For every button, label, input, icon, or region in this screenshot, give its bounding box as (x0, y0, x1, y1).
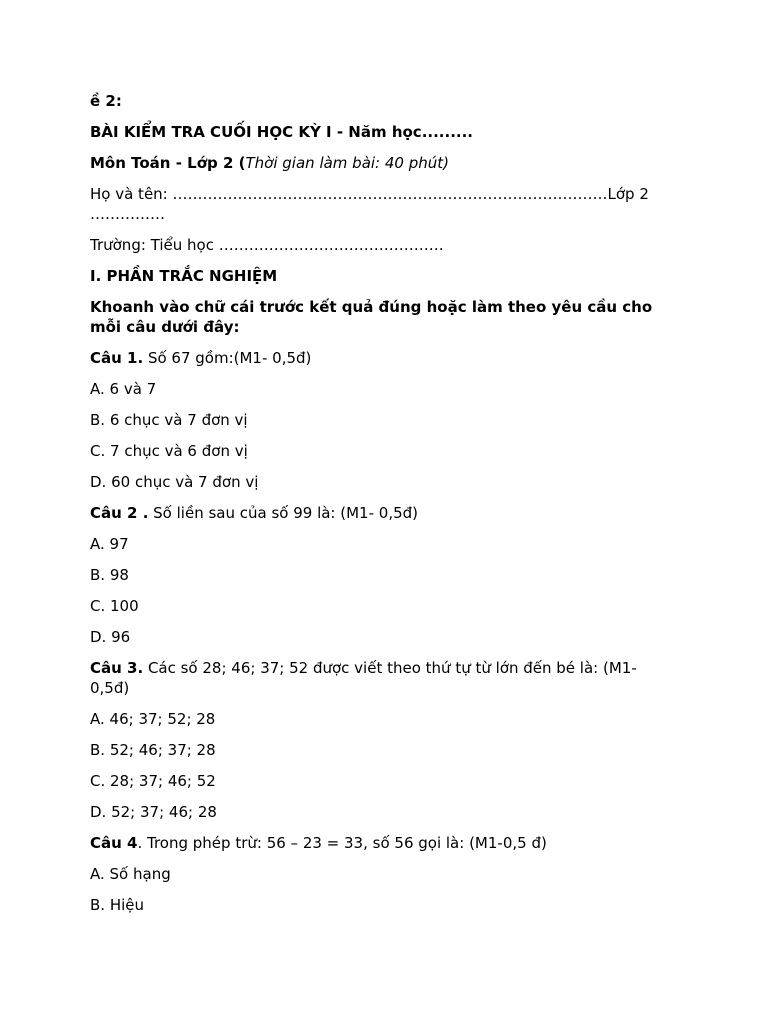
question-3-option-d: D. 52; 37; 46; 28 (90, 803, 217, 821)
question-1-label: Câu 1. (90, 349, 144, 367)
question-1 (90, 348, 670, 368)
question-2-option-a: A. 97 (90, 535, 129, 553)
section-title: I. PHẦN TRẮC NGHIỆM (90, 267, 278, 285)
question-1-text: Số 67 gồm:(M1- 0,5đ) (143, 349, 312, 367)
exam-title: BÀI KIỂM TRA CUỐI HỌC KỲ I - Năm học......... (90, 123, 473, 141)
question-3 (90, 658, 670, 698)
question-3-text: Các số 28; 46; 37; 52 được viết theo thứ tự từ lớn đến bé là: (M1- 0,5đ) (90, 659, 637, 697)
question-4-label: Câu 4 (90, 834, 138, 852)
student-name-line (90, 184, 670, 224)
student-name-line-1: Họ và tên: ……………………………………………………………………………Lớp 2 (90, 185, 649, 203)
question-2-option-d: D. 96 (90, 628, 131, 646)
question-4-option-a: A. Số hạng (90, 865, 171, 883)
question-2-option-b: B. 98 (90, 566, 129, 584)
question-4-option-b: B. Hiệu (90, 896, 145, 914)
question-3-option-c: C. 28; 37; 46; 52 (90, 772, 216, 790)
question-2-option-c: C. 100 (90, 597, 139, 615)
question-4-text: . Trong phép trừ: 56 – 23 = 33, số 56 gọi là: (M1-0,5 đ) (137, 834, 547, 852)
question-3-option-b: B. 52; 46; 37; 28 (90, 741, 216, 759)
subject-line (90, 153, 670, 173)
question-1-option-d: D. 60 chục và 7 đơn vị (90, 473, 259, 491)
question-3-label: Câu 3. (90, 659, 144, 677)
time-limit: Thời gian làm bài: 40 phút) (245, 154, 450, 172)
question-1-option-c: C. 7 chục và 6 đơn vị (90, 442, 248, 460)
exam-number: ề 2: (90, 92, 122, 110)
question-1-option-a: A. 6 và 7 (90, 380, 157, 398)
student-name-line-2: …………… (90, 205, 165, 223)
question-2-text: Số liền sau của số 99 là: (M1- 0,5đ) (148, 504, 419, 522)
subject-label: Môn Toán - Lớp 2 ( (90, 154, 246, 172)
question-4 (90, 833, 670, 853)
document-page (90, 91, 670, 926)
question-2 (90, 503, 670, 523)
section-instruction: Khoanh vào chữ cái trước kết quả đúng hoặc làm theo yêu cầu cho mỗi câu dưới đây: (90, 298, 653, 336)
question-3-option-a: A. 46; 37; 52; 28 (90, 710, 216, 728)
question-1-option-b: B. 6 chục và 7 đơn vị (90, 411, 248, 429)
question-2-label: Câu 2 . (90, 504, 149, 522)
school-line: Trường: Tiểu học ……………………………………… (90, 236, 444, 254)
